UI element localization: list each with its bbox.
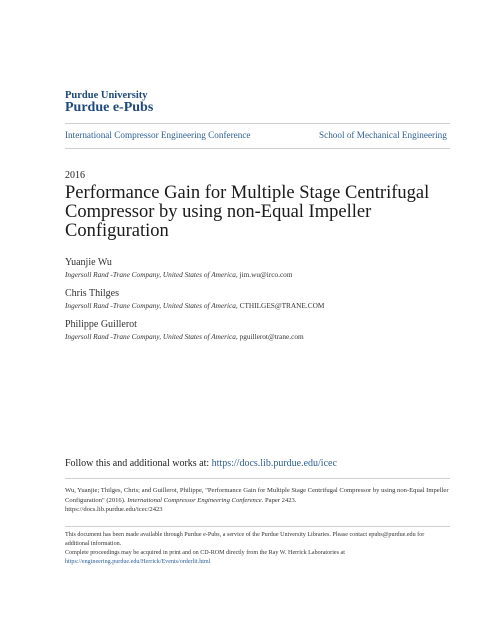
- top-divider: [65, 123, 450, 124]
- citation-journal: International Compressor Engineering Conference: [127, 496, 262, 504]
- proceedings-text: Complete proceedings may be acquired in print and on CD-ROM directly from the Ray W. Herrick Laboratories at: [65, 550, 345, 556]
- school-link[interactable]: School of Mechanical Engineering: [319, 130, 447, 140]
- nav-divider: [65, 148, 450, 149]
- title-line: Configuration: [65, 221, 169, 241]
- conference-link[interactable]: International Compressor Engineering Conference: [65, 130, 251, 140]
- author-name: Chris Thilges: [65, 288, 119, 299]
- title-line: Compressor by using non-Equal Impeller: [65, 202, 372, 222]
- collection-link[interactable]: https://docs.lib.purdue.edu/icec: [211, 458, 337, 469]
- follow-text: Follow this and additional works at:: [65, 458, 210, 469]
- author-email: pguillerot@trane.com: [239, 332, 304, 341]
- university-name: Purdue University: [65, 90, 148, 101]
- author-affiliation: [65, 332, 304, 341]
- affiliation-text: Ingersoll Rand -Trane Company, United States of America,: [65, 332, 238, 341]
- citation-url: https://docs.lib.purdue.edu/icec/2423: [65, 506, 163, 513]
- follow-line: [65, 458, 337, 469]
- proceedings-notice: [65, 549, 450, 567]
- paper-title: [65, 184, 450, 241]
- citation-text: Wu, Yuanjie; Thilges, Chris; and Guillerot, Philippe, "Performance Gain for Multiple Stage Centrifugal Compressor by using non-Equal Impeller Configuration" (2016).: [65, 487, 449, 504]
- author-email: CTHILGES@TRANE.COM: [239, 301, 325, 310]
- publication-year: 2016: [65, 170, 85, 181]
- author-affiliation: [65, 270, 293, 279]
- author-name: Yuanjie Wu: [65, 257, 112, 268]
- author-email: jim.wu@irco.com: [239, 270, 293, 279]
- herrick-link[interactable]: https://engineering.purdue.edu/Herrick/Events/orderlit.html: [65, 559, 211, 565]
- notice-divider: [65, 526, 450, 527]
- affiliation-text: Ingersoll Rand -Trane Company, United States of America,: [65, 301, 238, 310]
- title-line: Performance Gain for Multiple Stage Centrifugal: [65, 183, 430, 203]
- author-affiliation: [65, 301, 324, 310]
- author-name: Philippe Guillerot: [65, 319, 137, 330]
- citation-divider: [65, 478, 450, 479]
- citation-paper-number: . Paper 2423.: [261, 496, 297, 504]
- availability-notice: This document has been made available through Purdue e-Pubs, a service of the Purdue University Libraries. Please contact epubs@purdue.edu for additional information.: [65, 532, 425, 547]
- affiliation-text: Ingersoll Rand -Trane Company, United States of America,: [65, 270, 238, 279]
- repository-logo-link[interactable]: Purdue e-Pubs: [65, 100, 154, 115]
- recommended-citation: [65, 486, 450, 515]
